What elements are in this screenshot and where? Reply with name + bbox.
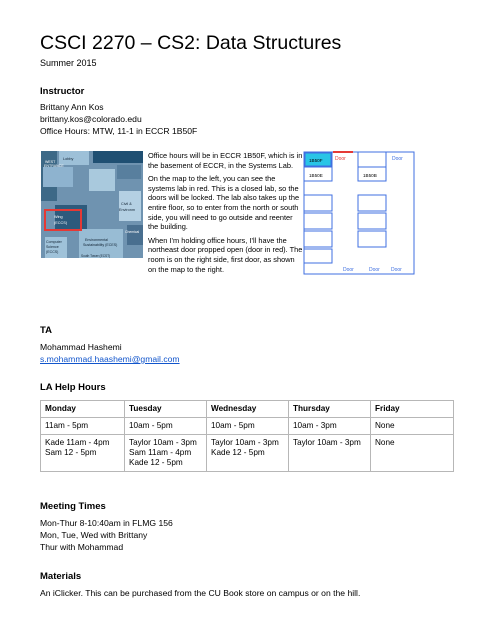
column-header: Tuesday	[125, 401, 207, 418]
page-title: CSCI 2270 – CS2: Data Structures	[40, 32, 342, 54]
instructor-email: brittany.kos@colorado.edu	[40, 114, 142, 124]
term: Summer 2015	[40, 58, 97, 68]
cell-line: Kade 12 - 5pm	[211, 448, 265, 457]
instructor-name: Brittany Ann Kos	[40, 102, 104, 112]
meeting-times-heading: Meeting Times	[40, 501, 106, 512]
map-paragraph: When I’m holding office hours, I’ll have the northeast door propped open (door in red). The room is on the right side, first door, as shown on the map to the right.	[148, 235, 303, 274]
cell-line: 10am - 5pm	[211, 421, 255, 430]
table-cell	[371, 435, 454, 472]
room-label-1b50e: 1B50E	[309, 173, 323, 178]
svg-text:Science: Science	[46, 245, 59, 249]
table-cell	[125, 418, 207, 435]
room-layout-diagram	[303, 151, 415, 279]
cell-line: Taylor 10am - 3pm	[211, 438, 279, 447]
table-cell	[41, 418, 125, 435]
cell-line: None	[375, 438, 395, 447]
svg-text:Environm: Environm	[119, 208, 136, 212]
room-label-1b50b: 1B50B	[363, 173, 377, 178]
door-label: Door	[343, 267, 354, 273]
cell-line: Kade 12 - 5pm	[129, 458, 183, 467]
materials-text: An iClicker. This can be purchased from the CU Book store on campus or on the hill.	[40, 588, 361, 598]
eccr-floor-map-image	[41, 151, 143, 258]
door-label: Door	[392, 156, 403, 162]
svg-text:(ECCS): (ECCS)	[54, 221, 68, 225]
cell-line: 10am - 3pm	[293, 421, 337, 430]
ta-email-link[interactable]: s.mohammad.haashemi@gmail.com	[40, 354, 180, 364]
meeting-line: Thur with Mohammad	[40, 542, 124, 552]
meeting-line: Mon, Tue, Wed with Brittany	[40, 530, 148, 540]
cell-line: Sam 11am - 4pm	[129, 448, 192, 457]
cell-line: Kade 11am - 4pm	[45, 438, 110, 447]
column-header: Friday	[371, 401, 454, 418]
svg-text:Computer: Computer	[46, 240, 62, 244]
column-header: Wednesday	[207, 401, 289, 418]
ta-heading: TA	[40, 325, 52, 336]
cell-line: Sam 12 - 5pm	[45, 448, 97, 457]
svg-text:Lobby: Lobby	[63, 157, 74, 161]
cell-line: None	[375, 421, 395, 430]
cell-line: Taylor 10am - 3pm	[129, 438, 197, 447]
table-cell	[371, 418, 454, 435]
door-label: Door	[391, 267, 402, 273]
svg-text:Chemical: Chemical	[125, 230, 140, 234]
meeting-line: Mon-Thur 8-10:40am in FLMG 156	[40, 518, 173, 528]
cell-line: 11am - 5pm	[45, 421, 89, 430]
room-label-1b50f: 1B50F	[309, 158, 323, 163]
svg-text:ENTRANCE: ENTRANCE	[44, 164, 64, 168]
la-help-hours-table	[40, 400, 454, 472]
table-cell	[125, 435, 207, 472]
office-location-description	[148, 151, 303, 278]
svg-text:Sustainability (ECES): Sustainability (ECES)	[83, 243, 118, 247]
door-label: Door	[369, 267, 380, 273]
door-label-red: Door	[335, 156, 346, 162]
table-cell	[289, 435, 371, 472]
cell-line: 10am - 5pm	[129, 421, 173, 430]
table-row	[41, 435, 454, 472]
materials-heading: Materials	[40, 571, 82, 582]
la-help-hours-heading: LA Help Hours	[40, 382, 106, 393]
instructor-office-hours: Office Hours: MTW, 11-1 in ECCR 1B50F	[40, 126, 198, 136]
instructor-heading: Instructor	[40, 86, 85, 97]
svg-text:WEST: WEST	[45, 160, 56, 164]
table-row	[41, 418, 454, 435]
svg-text:South Tower (ECST): South Tower (ECST)	[81, 254, 111, 258]
svg-text:Civil &: Civil &	[121, 202, 132, 206]
table-cell	[207, 418, 289, 435]
map-paragraph: Office hours will be in ECCR 1B50F, which is in the basement of ECCR, in the Systems Lab.	[148, 151, 303, 170]
table-cell	[289, 418, 371, 435]
column-header: Thursday	[289, 401, 371, 418]
svg-text:Wing: Wing	[54, 215, 63, 219]
svg-text:Environmental: Environmental	[85, 238, 108, 242]
column-header: Monday	[41, 401, 125, 418]
cell-line: Taylor 10am - 3pm	[293, 438, 361, 447]
table-cell	[207, 435, 289, 472]
table-cell	[41, 435, 125, 472]
ta-name: Mohammad Hashemi	[40, 342, 122, 352]
svg-text:(ECCS): (ECCS)	[46, 250, 59, 254]
map-paragraph: On the map to the left, you can see the systems lab in red. This is a closed lab, so the doors will be locked. The lab also takes up the entire floor, so to enter from the north or south side, you will need to go outside and reenter the building.	[148, 173, 300, 232]
floor-map-graphic	[41, 151, 143, 258]
table-header-row	[41, 401, 454, 418]
